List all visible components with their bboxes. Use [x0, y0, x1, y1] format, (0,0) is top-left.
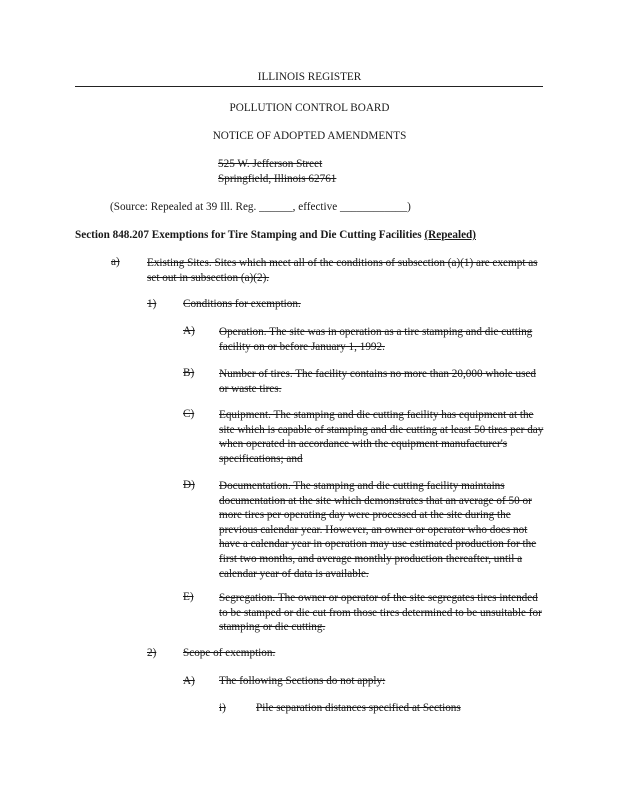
scope-i-text: Pile separation distances specified at Sections	[256, 702, 461, 714]
address-city: Springfield, Illinois 62761	[218, 173, 337, 185]
board-name: POLLUTION CONTROL BOARD	[229, 102, 390, 114]
condition-label: E)	[183, 591, 194, 603]
item-1-label: 1)	[147, 298, 157, 310]
scope-i-label: i)	[219, 702, 226, 714]
scope-a-text: The following Sections do not apply:	[219, 675, 386, 687]
condition-label: B)	[183, 367, 195, 379]
condition-text: Equipment. The stamping and die cutting facility has equipment at the site which is capable of stamping and die cutting at least 50 tires per day when operated in accordance with the equipment manufacturer's specifications; and	[219, 409, 544, 465]
address-street: 525 W. Jefferson Street	[218, 158, 323, 170]
notice-title: NOTICE OF ADOPTED AMENDMENTS	[212, 130, 407, 142]
condition-text: Documentation. The stamping and die cutting facility maintains documentation at the site which demonstrates that an average of 50 or more tires per operating day were processed at the site during the previous calendar year. However, an owner or operator who does not have a calendar year in operation may use estimated production for the first two months, and average monthly production thereafter, until a calendar year of data is available.	[219, 480, 537, 580]
item-2-label: 2)	[147, 647, 157, 659]
source-line: (Source: Repealed at 39 Ill. Reg. ______, effective ____________)	[110, 201, 411, 213]
section-heading	[75, 229, 476, 241]
subsection-a-label: a)	[111, 256, 120, 268]
item-1-text: Conditions for exemption.	[183, 298, 301, 310]
section-title: Section 848.207 Exemptions for Tire Stamping and Die Cutting Facilities	[75, 229, 422, 241]
repealed-marker: (Repealed)	[424, 229, 476, 241]
item-2-text: Scope of exemption.	[183, 647, 276, 659]
condition-label: C)	[183, 408, 195, 420]
condition-text: Segregation. The owner or operator of the site segregates tires intended to be stamped or die cut from those tires determined to be unsuitable for stamping or die cutting.	[219, 592, 542, 634]
condition-label: D)	[183, 479, 195, 491]
condition-label: A)	[183, 325, 195, 337]
header-rule	[75, 86, 543, 87]
subsection-a-text: Existing Sites. Sites which meet all of the conditions of subsection (a)(1) are exempt as set out in subsection (a)(2).	[147, 257, 538, 284]
condition-text: Operation. The site was in operation as a tire stamping and die cutting facility on or before January 1, 1992.	[219, 326, 533, 353]
condition-text: Number of tires. The facility contains no more than 20,000 whole used or waste tires.	[219, 368, 537, 395]
scope-a-label: A)	[183, 675, 195, 687]
register-title: ILLINOIS REGISTER	[257, 71, 362, 83]
